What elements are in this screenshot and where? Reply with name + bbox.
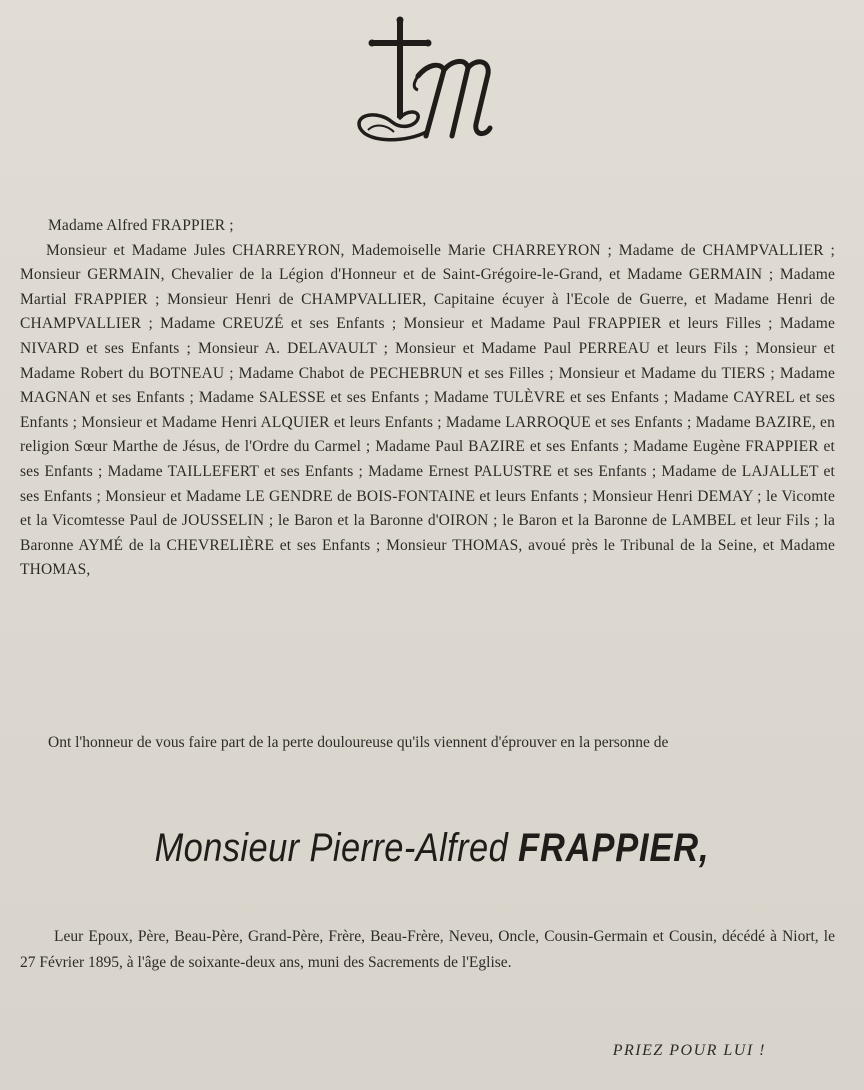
announcement-intro xyxy=(20,730,835,756)
details-text: Leur Epoux, Père, Beau-Père, Grand-Père, Frère, Beau-Frère, Neveu, Oncle, Cousin-Germain et Cousin, décédé à Niort, le 27 Février 1895, à l'âge de soixante-deux ans, muni des Sacrements de l'Eglise. xyxy=(20,928,835,971)
prayer-line: PRIEZ POUR LUI ! xyxy=(612,1042,766,1059)
deceased-details xyxy=(20,924,835,976)
family-list xyxy=(20,214,835,583)
intro-text: Ont l'honneur de vous faire part de la perte douloureuse qu'ils viennent d'éprouver en la personne de xyxy=(48,734,669,751)
deceased-name xyxy=(60,826,803,871)
deceased-given-name: Monsieur Pierre-Alfred xyxy=(154,826,509,870)
deceased-surname: FRAPPIER, xyxy=(518,826,710,870)
family-line-widow: Madame Alfred FRAPPIER ; xyxy=(48,217,234,234)
cross-monogram-icon xyxy=(348,14,498,144)
family-line-relatives: Monsieur et Madame Jules CHARREYRON, Mademoiselle Marie CHARREYRON ; Madame de CHAMPVALLIER ; Monsieur GERMAIN, Chevalier de la Légion d'Honneur et de Saint-Grégoire-le-Grand, et Madame GERMAIN ; Madame Martial FRAPPIER ; Monsieur Henri de CHAMPVALLIER, Capitaine écuyer à l'Ecole de Guerre, et Madame Henri de CHAMPVALLIER ; Madame CREUZÉ et ses Enfants ; Monsieur et Madame Paul FRAPPIER et leurs Filles ; Madame NIVARD et ses Enfants ; Monsieur A. DELAVAULT ; Monsieur et Madame Paul PERREAU et leurs Fils ; Monsieur et Madame Robert du BOTNEAU ; Madame Chabot de PECHEBRUN et ses Filles ; Monsieur et Madame du TIERS ; Madame MAGNAN et ses Enfants ; Madame SALESSE et ses Enfants ; Madame TULÈVRE et ses Enfants ; Madame CAYREL et ses Enfants ; Monsieur et Madame Henri ALQUIER et leurs Enfants ; Madame LARROQUE et ses Enfants ; Madame BAZIRE, en religion Sœur Marthe de Jésus, de l'Ordre du Carmel ; Madame Paul BAZIRE et ses Enfants ; Madame Eugène FRAPPIER et ses Enfants ; Madame TAILLEFERT et ses Enfants ; Madame Ernest PALUSTRE et ses Enfants ; Madame de LAJALLET et ses Enfants ; Monsieur et Madame LE GENDRE de BOIS-FONTAINE et leurs Enfants ; Monsieur Henri DEMAY ; le Vicomte et la Vicomtesse Paul de JOUSSELIN ; le Baron et la Baronne d'OIRON ; le Baron et la Baronne de LAMBEL et leur Fils ; la Baronne AYMÉ de la CHEVRELIÈRE et ses Enfants ; Monsieur THOMAS, avoué près le Tribunal de la Seine, et Madame THOMAS, xyxy=(20,241,835,579)
